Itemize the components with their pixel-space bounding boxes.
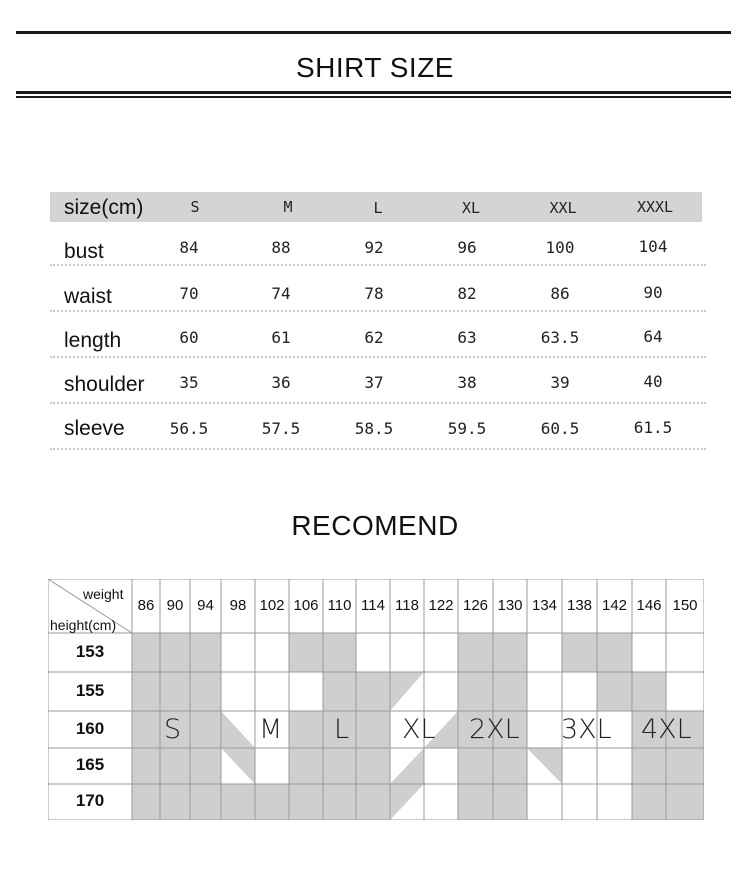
shaded-cell [323, 633, 356, 672]
shaded-cell [160, 672, 190, 711]
size-header-cell: XXXL [636, 198, 674, 216]
height-value: 170 [75, 791, 105, 810]
table-cell: 92 [364, 238, 384, 257]
size-header-label: size(cm) [64, 196, 144, 219]
table-cell: 63.5 [540, 328, 580, 347]
shaded-cell [289, 633, 323, 672]
shaded-cell [289, 784, 323, 820]
table-cell: 60 [179, 328, 199, 347]
shaded-cell [160, 633, 190, 672]
row-divider [50, 402, 706, 404]
row-divider [50, 264, 706, 266]
shaded-cell [666, 748, 704, 784]
table-cell: 96 [457, 238, 477, 257]
shaded-cell [666, 784, 704, 820]
height-header-label: height(cm) [50, 617, 117, 633]
shaded-diagonal [390, 784, 424, 820]
shaded-cell [190, 784, 221, 820]
size-label-2xl: 2XL [469, 714, 520, 745]
weight-value: 118 [395, 597, 419, 614]
top-rule [16, 31, 731, 34]
shaded-cell [190, 711, 221, 748]
shaded-cell [289, 748, 323, 784]
table-cell: 70 [179, 284, 199, 303]
shaded-cell [632, 784, 666, 820]
shaded-diagonal [390, 748, 424, 784]
row-label-bust: bust [64, 240, 104, 263]
shaded-cell [356, 784, 390, 820]
shaded-diagonal [221, 711, 255, 748]
shaded-cell [132, 672, 160, 711]
weight-value: 146 [636, 597, 662, 614]
shaded-cell [458, 633, 493, 672]
weight-value: 86 [137, 597, 155, 614]
shaded-diagonal [390, 672, 424, 711]
weight-value: 130 [497, 597, 523, 614]
row-label-sleeve: sleeve [64, 417, 125, 440]
table-cell: 59.5 [447, 419, 487, 438]
weight-value: 102 [259, 597, 285, 614]
shaded-cell [323, 672, 356, 711]
shaded-cell [632, 672, 666, 711]
size-label-3xl: 3XL [561, 714, 612, 745]
table-cell: 90 [643, 283, 663, 302]
shaded-cell [323, 748, 356, 784]
shaded-cell [493, 672, 527, 711]
row-divider [50, 310, 706, 312]
table-cell: 88 [271, 238, 291, 257]
shirt-size-title: SHIRT SIZE [295, 52, 454, 83]
height-value: 160 [75, 718, 105, 738]
table-cell: 64 [643, 327, 663, 346]
size-header-cell: XXL [549, 199, 577, 217]
size-label-s: S [164, 714, 182, 745]
table-cell: 58.5 [354, 419, 394, 438]
table-cell: 78 [364, 284, 384, 303]
row-label-shoulder: shoulder [64, 373, 145, 396]
shaded-cell [132, 784, 160, 820]
height-value: 165 [75, 755, 105, 774]
size-label-4xl: 4XL [641, 714, 692, 745]
size-label-l: L [334, 714, 350, 745]
table-cell: 74 [271, 284, 291, 303]
weight-header-label: weight [83, 586, 124, 602]
shaded-cell [190, 748, 221, 784]
shaded-cell [597, 633, 632, 672]
weight-value: 150 [672, 597, 698, 614]
size-header-cell: XL [461, 199, 481, 217]
weight-value: 106 [293, 597, 319, 614]
shaded-cell [289, 711, 323, 748]
row-divider [50, 448, 706, 450]
height-value: 153 [75, 641, 105, 661]
shaded-diagonal [221, 748, 255, 784]
weight-value: 90 [166, 597, 184, 614]
table-cell: 61.5 [633, 418, 673, 437]
shaded-diagonal [527, 748, 562, 784]
shaded-cell [458, 672, 493, 711]
shaded-cell [255, 784, 289, 820]
shaded-cell [160, 784, 190, 820]
shaded-cell [132, 633, 160, 672]
size-header-cell: L [373, 199, 383, 217]
shaded-cell [458, 784, 493, 820]
table-cell: 39 [550, 373, 570, 392]
shaded-cell [493, 748, 527, 784]
shaded-cell [132, 711, 160, 748]
table-cell: 37 [364, 373, 384, 392]
size-label-xl: XL [402, 714, 436, 745]
weight-value: 110 [327, 597, 352, 614]
title-rule-thin [16, 96, 731, 98]
table-cell: 62 [364, 328, 384, 347]
shaded-cell [356, 672, 390, 711]
table-cell: 38 [457, 373, 477, 392]
recommend-title: RECOMEND [291, 510, 459, 541]
table-cell: 57.5 [261, 419, 301, 438]
shaded-cell [356, 748, 390, 784]
table-cell: 84 [179, 238, 199, 257]
weight-value: 134 [531, 597, 558, 614]
weight-value: 98 [229, 597, 247, 614]
table-cell: 60.5 [540, 419, 580, 438]
table-cell: 35 [179, 373, 199, 392]
weight-value: 138 [566, 597, 593, 614]
shaded-cell [221, 784, 255, 820]
weight-value: 94 [197, 597, 214, 614]
weight-value: 126 [462, 597, 489, 614]
shaded-cell [323, 784, 356, 820]
recommend-grid-lines [48, 579, 704, 820]
table-cell: 82 [457, 284, 477, 303]
table-cell: 86 [550, 284, 570, 303]
shaded-cell [356, 711, 390, 748]
size-label-m: M [259, 714, 283, 745]
table-cell: 63 [457, 328, 477, 347]
height-value: 155 [75, 680, 105, 700]
row-divider [50, 356, 706, 358]
shaded-cell [458, 748, 493, 784]
title-rule-thick [16, 91, 731, 94]
weight-value: 122 [428, 597, 454, 614]
shaded-cell [632, 748, 666, 784]
table-cell: 40 [643, 372, 663, 391]
shaded-cell [190, 633, 221, 672]
table-cell: 100 [545, 238, 575, 257]
row-label-length: length [64, 329, 122, 352]
weight-value: 142 [601, 597, 628, 614]
size-header-cell: S [190, 198, 200, 216]
table-cell: 61 [271, 328, 291, 347]
shaded-cell [493, 633, 527, 672]
shaded-cell [190, 672, 221, 711]
shaded-cell [597, 672, 632, 711]
shaded-cell [160, 748, 190, 784]
shaded-cell [132, 748, 160, 784]
row-label-waist: waist [64, 285, 112, 308]
recommend-grid [48, 579, 704, 820]
table-cell: 56.5 [169, 419, 209, 438]
size-header-cell: M [283, 198, 293, 216]
weight-value: 114 [361, 597, 385, 614]
table-cell: 36 [271, 373, 291, 392]
table-cell: 104 [638, 237, 668, 256]
